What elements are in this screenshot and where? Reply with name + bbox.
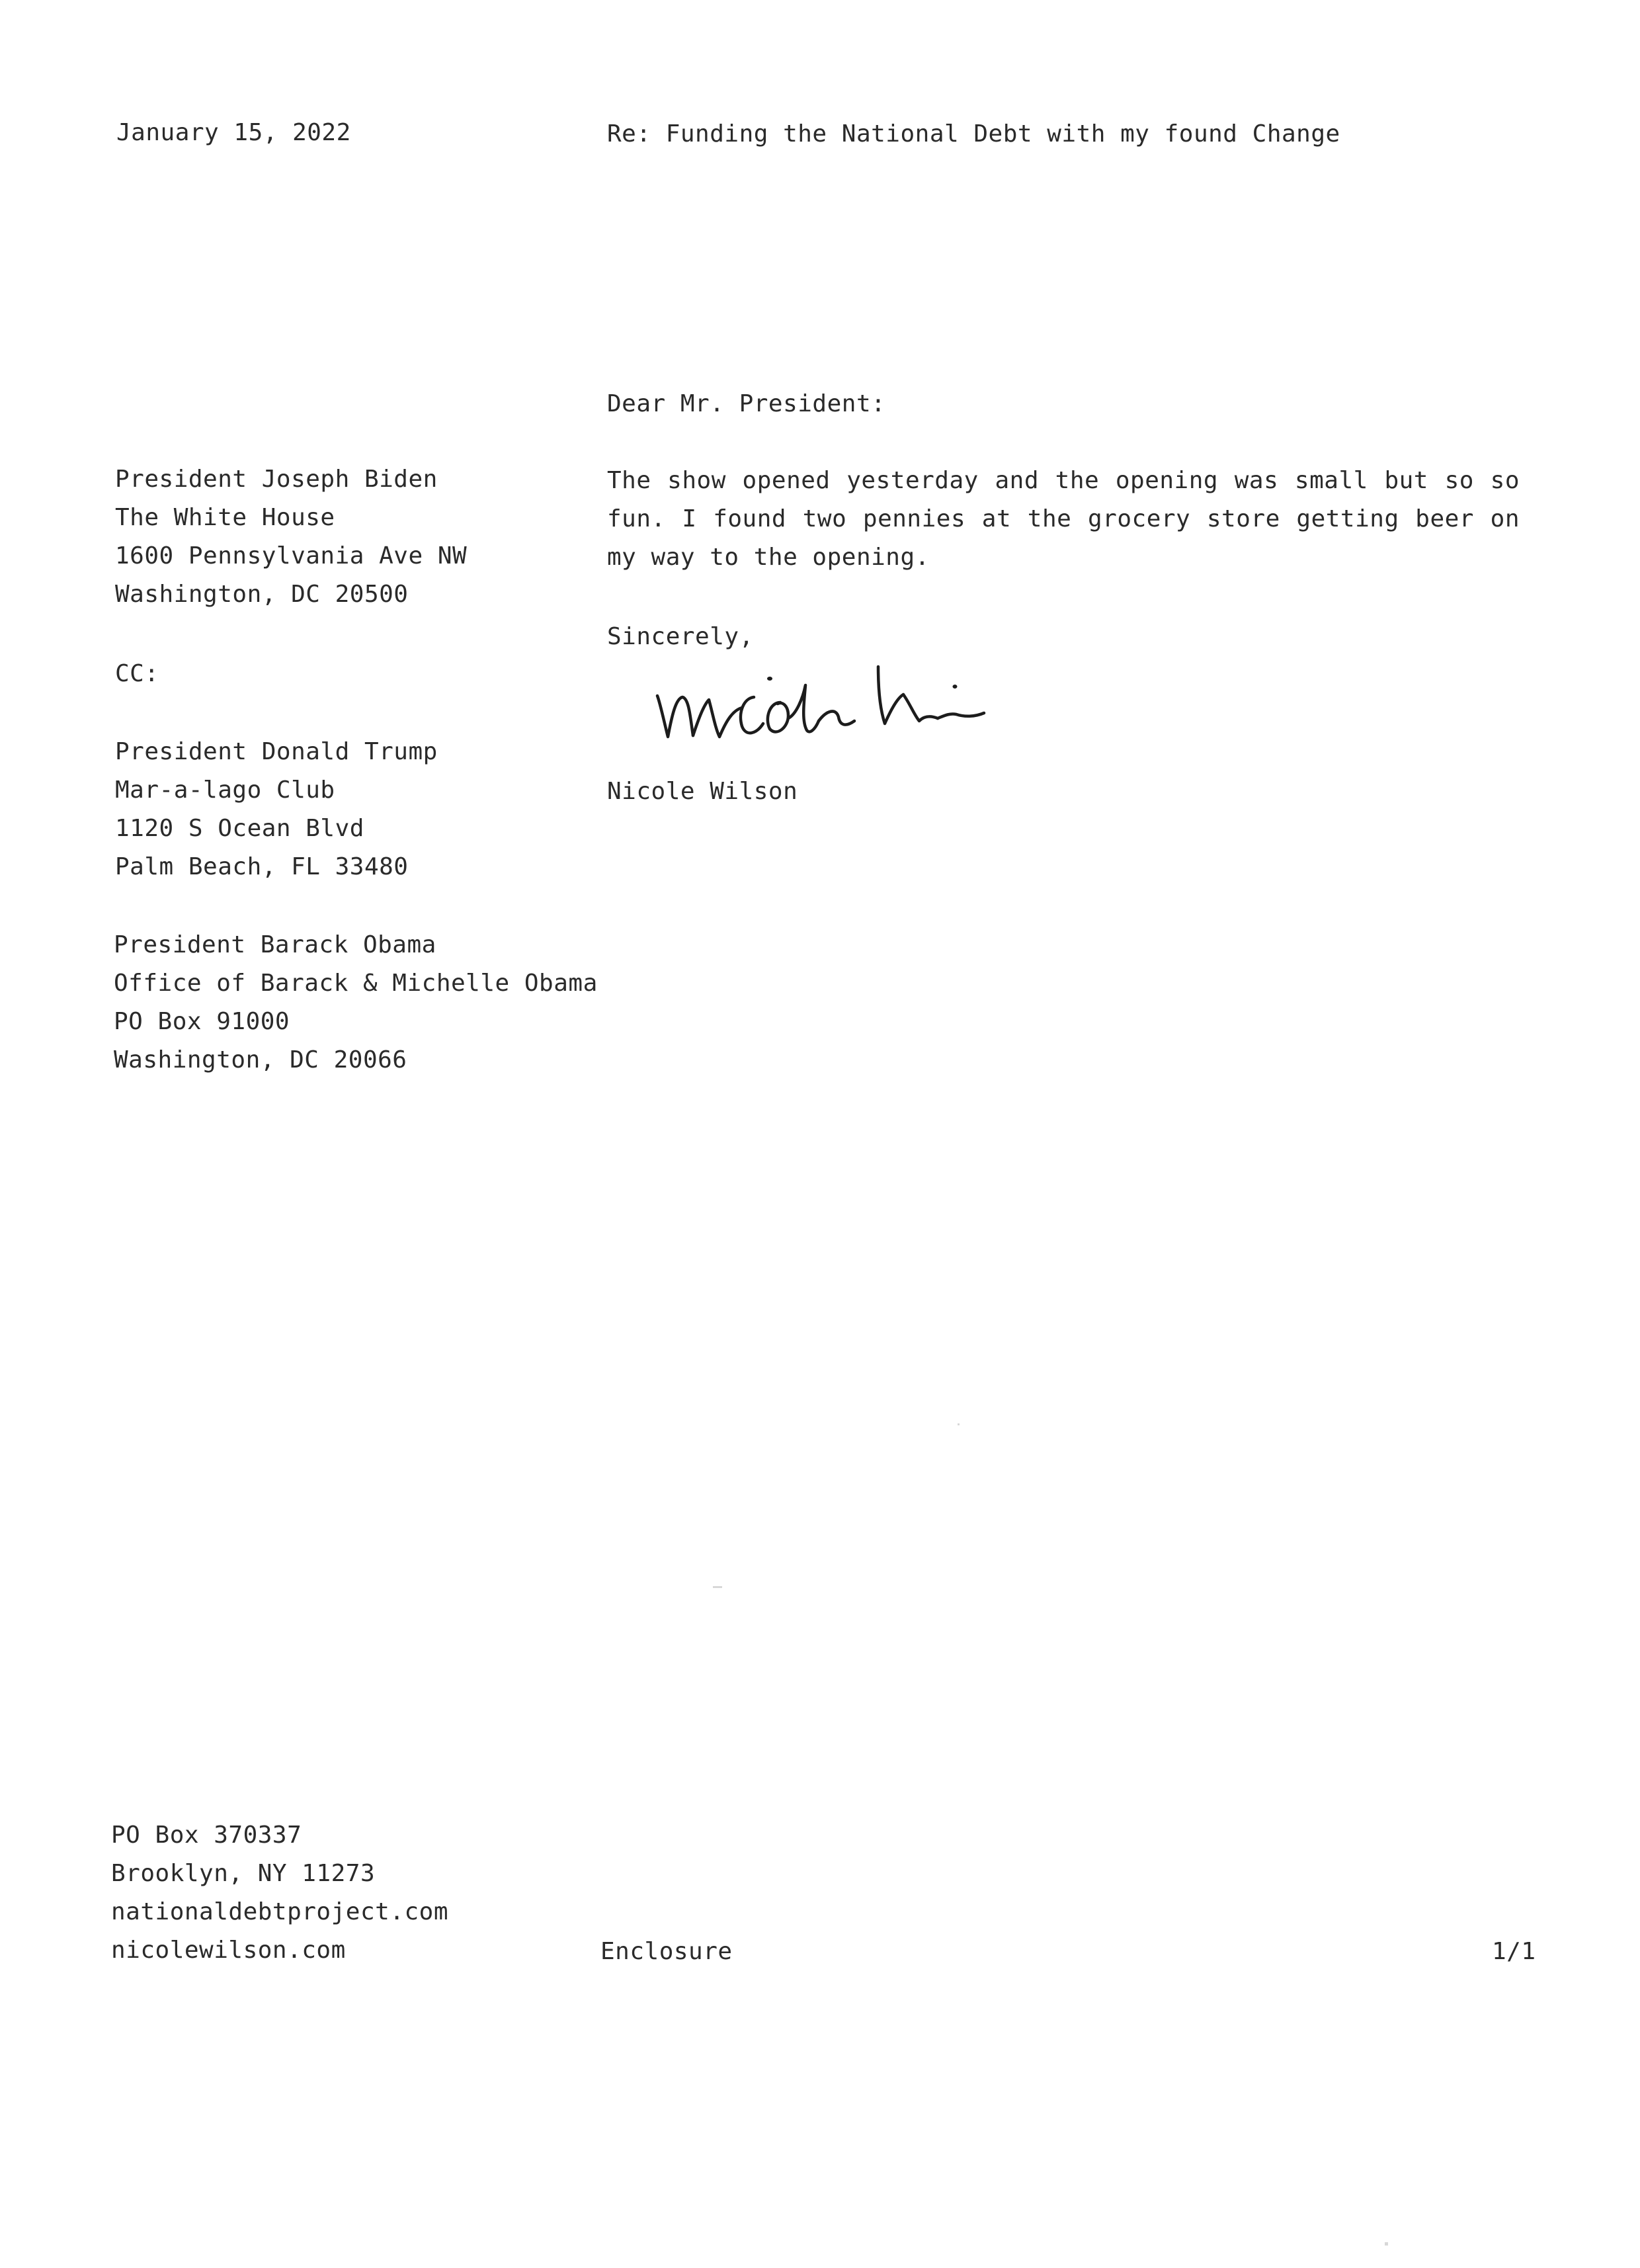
scan-speck bbox=[713, 1586, 722, 1588]
letter-date: January 15, 2022 bbox=[116, 119, 351, 146]
recipient-address bbox=[115, 460, 467, 614]
letter-body bbox=[607, 462, 1520, 577]
enclosure-note: Enclosure bbox=[600, 1938, 733, 1965]
cc-address-line: Office of Barack & Michelle Obama bbox=[114, 970, 598, 997]
scan-speck bbox=[958, 1423, 960, 1425]
cc-address-line: 1120 S Ocean Blvd bbox=[115, 815, 364, 842]
cc-address-line: PO Box 91000 bbox=[114, 1008, 290, 1035]
cc-address-line: Washington, DC 20066 bbox=[114, 1046, 407, 1073]
sender-address-line: Brooklyn, NY 11273 bbox=[111, 1860, 376, 1887]
recipient-name: President Joseph Biden bbox=[115, 466, 438, 493]
page-number: 1/1 bbox=[1492, 1938, 1536, 1965]
sender-website: nicolewilson.com bbox=[111, 1937, 346, 1964]
letter-subject: Re: Funding the National Debt with my found Change bbox=[607, 120, 1340, 147]
scan-speck bbox=[1385, 2242, 1388, 2246]
sender-address bbox=[111, 1816, 448, 1970]
recipient-address-line: The White House bbox=[115, 504, 335, 531]
sender-address-line: PO Box 370337 bbox=[111, 1822, 302, 1849]
recipient-address-line: 1600 Pennsylvania Ave NW bbox=[115, 542, 468, 569]
cc-address bbox=[114, 926, 598, 1079]
recipient-address-line: Washington, DC 20500 bbox=[115, 581, 409, 608]
cc-name: President Donald Trump bbox=[115, 738, 438, 765]
body-paragraph: The show opened yesterday and the opening was small but so so fun. I found two pennies at the grocery store getting beer on my way to the opening. bbox=[607, 467, 1520, 571]
cc-name: President Barack Obama bbox=[114, 931, 436, 958]
cc-address-line: Palm Beach, FL 33480 bbox=[115, 853, 409, 880]
handwritten-signature bbox=[653, 655, 1010, 761]
sender-website: nationaldebtproject.com bbox=[111, 1898, 448, 1925]
cc-address bbox=[115, 733, 438, 886]
signer-name: Nicole Wilson bbox=[607, 778, 798, 805]
cc-address-line: Mar-a-lago Club bbox=[115, 777, 335, 804]
cc-label: CC: bbox=[115, 660, 159, 687]
salutation: Dear Mr. President: bbox=[607, 390, 886, 417]
closing: Sincerely, bbox=[607, 623, 754, 650]
